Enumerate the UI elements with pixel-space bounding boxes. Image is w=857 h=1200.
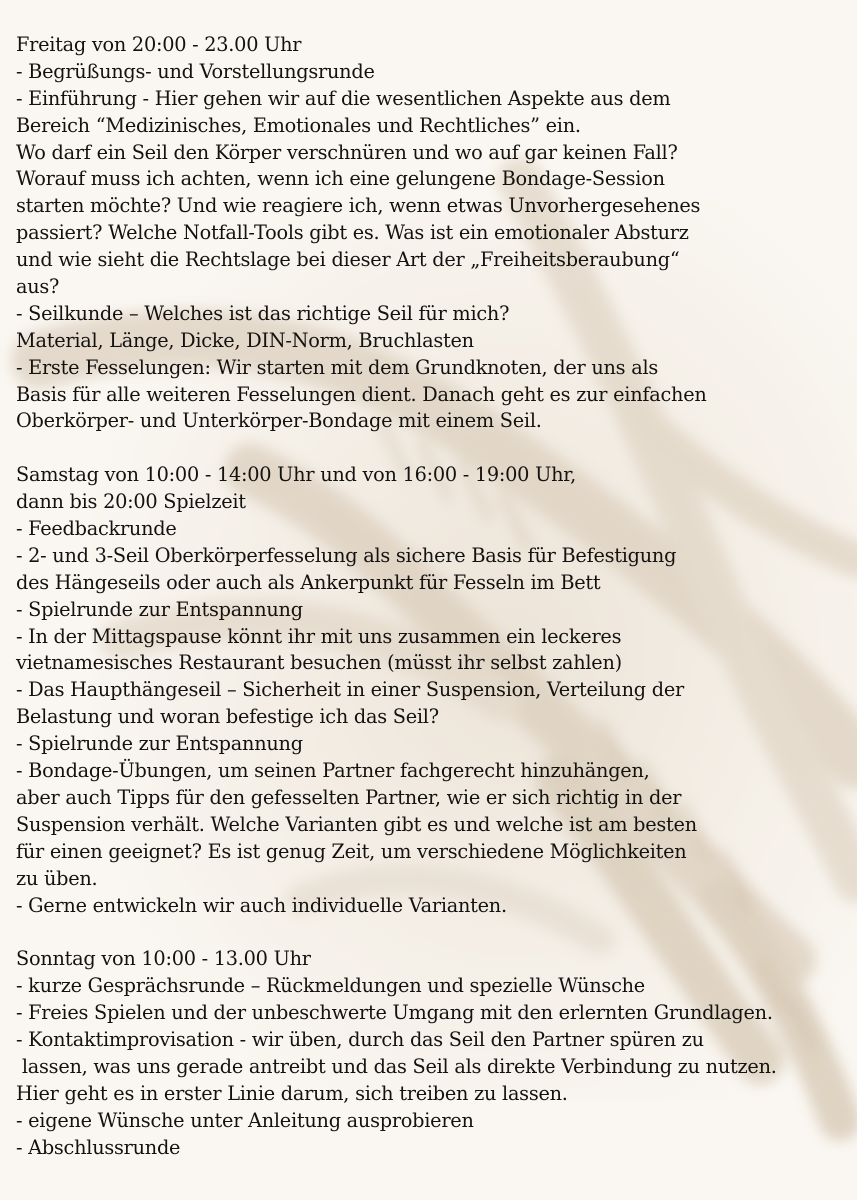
text-line: - Spielrunde zur Entspannung xyxy=(16,597,303,621)
text-line: - 2- und 3-Seil Oberkörperfesselung als sichere Basis für Befestigung xyxy=(16,543,677,567)
text-line: vietnamesisches Restaurant besuchen (müsst ihr selbst zahlen) xyxy=(16,651,622,675)
text-line: - eigene Wünsche unter Anleitung ausprobieren xyxy=(16,1108,474,1132)
text-line: - Gerne entwickeln wir auch individuelle Varianten. xyxy=(16,893,507,917)
section-gap xyxy=(16,435,857,462)
text-line: - Spielrunde zur Entspannung xyxy=(16,732,303,756)
text-line: - kurze Gesprächsrunde – Rückmeldungen und spezielle Wünsche xyxy=(16,974,645,998)
text-line: - Begrüßungs- und Vorstellungsrunde xyxy=(16,59,375,83)
text-line: Worauf muss ich achten, wenn ich eine gelungene Bondage-Session xyxy=(16,167,665,191)
text-line: zu üben. xyxy=(16,866,98,890)
section-gap xyxy=(16,919,857,946)
saturday-section xyxy=(16,462,857,919)
text-line: des Hängeseils oder auch als Ankerpunkt für Fesseln im Bett xyxy=(16,570,601,594)
text-line: Sonntag von 10:00 - 13.00 Uhr xyxy=(16,947,311,971)
text-line: - In der Mittagspause könnt ihr mit uns zusammen ein leckeres xyxy=(16,624,622,648)
text-line: für einen geeignet? Es ist genug Zeit, um verschiedene Möglichkeiten xyxy=(16,839,687,863)
text-line: Freitag von 20:00 - 23.00 Uhr xyxy=(16,33,302,56)
text-line: passiert? Welche Notfall-Tools gibt es. Was ist ein emotionaler Absturz xyxy=(16,221,689,245)
text-line: - Bondage-Übungen, um seinen Partner fachgerecht hinzuhängen, xyxy=(16,759,650,783)
text-line: - Seilkunde – Welches ist das richtige Seil für mich? xyxy=(16,301,510,325)
text-line: Samstag von 10:00 - 14:00 Uhr und von 16:00 - 19:00 Uhr, xyxy=(16,463,576,487)
text-line: aus? xyxy=(16,275,60,299)
text-line: starten möchte? Und wie reagiere ich, wenn etwas Unvorhergesehenes xyxy=(16,194,701,218)
text-line: - Erste Fesselungen: Wir starten mit dem Grundknoten, der uns als xyxy=(16,355,659,379)
text-line: lassen, was uns gerade antreibt und das Seil als direkte Verbindung zu nutzen. xyxy=(16,1054,777,1078)
text-line: Suspension verhält. Welche Varianten gibt es und welche ist am besten xyxy=(16,812,697,836)
text-line: Belastung und woran befestige ich das Seil? xyxy=(16,705,439,729)
text-line: - Kontaktimprovisation - wir üben, durch das Seil den Partner spüren zu xyxy=(16,1027,704,1051)
text-line: Basis für alle weiteren Fesselungen dient. Danach geht es zur einfachen xyxy=(16,382,707,406)
text-line: - Das Haupthängeseil – Sicherheit in einer Suspension, Verteilung der xyxy=(16,678,684,702)
workshop-schedule-text xyxy=(16,32,857,1161)
friday-section xyxy=(16,32,857,435)
text-line: und wie sieht die Rechtslage bei dieser Art der „Freiheitsberaubung“ xyxy=(16,248,680,272)
text-line: Material, Länge, Dicke, DIN-Norm, Bruchlasten xyxy=(16,328,474,352)
text-line: - Freies Spielen und der unbeschwerte Umgang mit den erlernten Grundlagen. xyxy=(16,1001,773,1025)
sunday-section xyxy=(16,946,857,1161)
text-line: dann bis 20:00 Spielzeit xyxy=(16,490,246,514)
text-line: Oberkörper- und Unterkörper-Bondage mit einem Seil. xyxy=(16,409,542,433)
text-line: Wo darf ein Seil den Körper verschnüren und wo auf gar keinen Fall? xyxy=(16,140,678,164)
text-line: - Einführung - Hier gehen wir auf die wesentlichen Aspekte aus dem xyxy=(16,86,671,110)
text-line: - Feedbackrunde xyxy=(16,517,177,541)
text-line: aber auch Tipps für den gefesselten Partner, wie er sich richtig in der xyxy=(16,785,682,809)
text-line: Bereich “Medizinisches, Emotionales und Rechtliches” ein. xyxy=(16,113,581,137)
text-line: - Abschlussrunde xyxy=(16,1135,181,1159)
text-line: Hier geht es in erster Linie darum, sich treiben zu lassen. xyxy=(16,1081,568,1105)
